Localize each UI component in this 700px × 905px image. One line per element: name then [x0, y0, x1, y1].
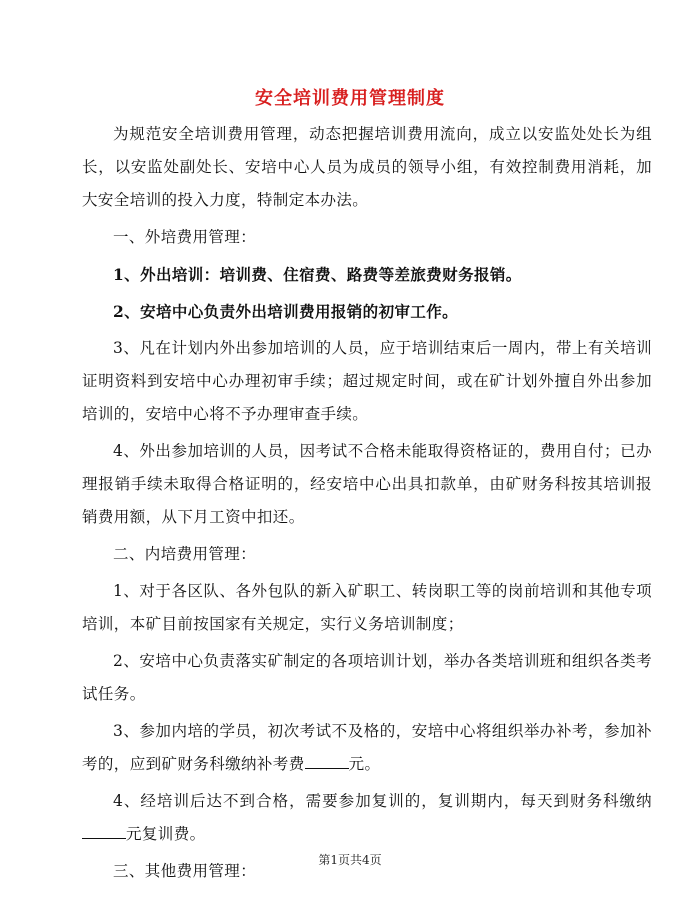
section1-item4: 4、外出参加培训的人员，因考试不合格未能取得资格证的，费用自付；已办理报销手续未取得合格证明的，经安培中心出具扣款单，由矿财务科按其培训报销费用额，从下月工资中扣还。: [82, 442, 652, 526]
section-heading-other-fees: 三、其他费用管理：: [113, 862, 257, 880]
section2-item3: [82, 715, 652, 781]
section-heading-internal-training: 二、内培费用管理：: [113, 545, 257, 563]
section2-item4-text: 4、经培训后达不到合格，需要参加复训的，复训期内，每天到财务科缴纳: [113, 792, 652, 810]
intro-paragraph: 为规范安全培训费用管理，动态把握培训费用流向，成立以安监处处长为组长，以安监处副处长、安培中心人员为成员的领导小组，有效控制费用消耗，加大安全培训的投入力度，特制定本办法。: [82, 125, 652, 209]
document-title: 安全培训费用管理制度: [255, 88, 445, 109]
section2-item4-unit: 元复训费。: [126, 825, 206, 843]
section2-item3-unit: 元。: [348, 755, 381, 773]
fee-blank-underline: [305, 753, 349, 770]
document-body: [82, 118, 652, 892]
section1-item2: 2、安培中心负责外出培训费用报销的初审工作。: [113, 302, 459, 321]
fee-blank-underline: [82, 823, 126, 840]
page-number-footer: 第1页共4页: [318, 853, 382, 867]
section1-item1: 1、外出培训：培训费、住宿费、路费等差旅费财务报销。: [113, 265, 522, 284]
section2-item4: [82, 785, 652, 851]
section-heading-external-training: 一、外培费用管理：: [113, 228, 257, 246]
section2-item2: 2、安培中心负责落实矿制定的各项培训计划，举办各类培训班和组织各类考试任务。: [82, 652, 652, 703]
section2-item3-text: 3、参加内培的学员，初次考试不及格的，安培中心将组织举办补考，参加补考的，应到矿财务科缴纳补考费: [82, 722, 652, 773]
section1-item3: 3、凡在计划内外出参加培训的人员，应于培训结束后一周内，带上有关培训证明资料到安培中心办理初审手续；超过规定时间，或在矿计划外擅自外出参加培训的，安培中心将不予办理审查手续。: [82, 339, 652, 423]
section2-item1: 1、对于各区队、各外包队的新入矿职工、转岗职工等的岗前培训和其他专项培训，本矿目前按国家有关规定，实行义务培训制度；: [82, 582, 652, 633]
